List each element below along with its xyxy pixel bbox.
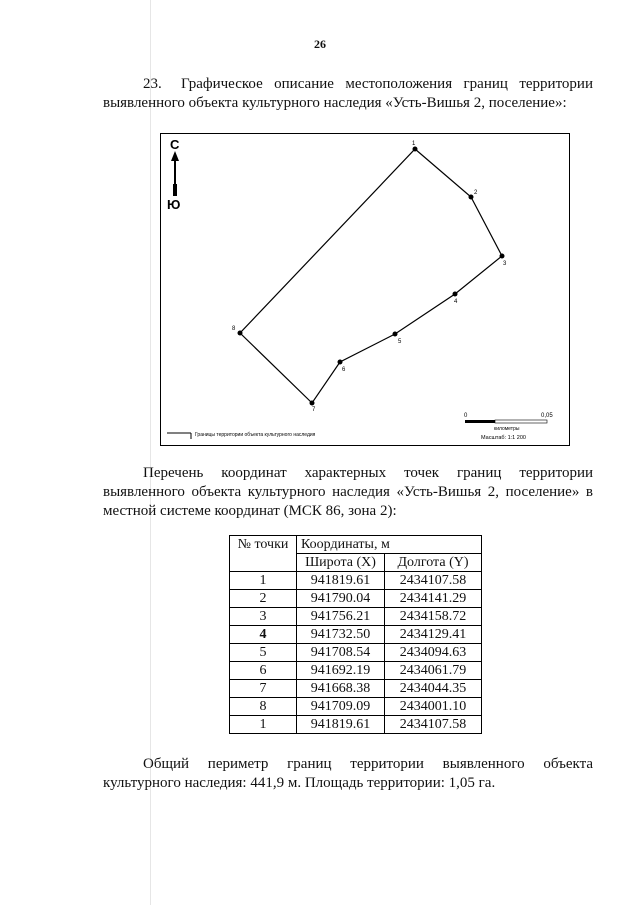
section-number: 23. xyxy=(143,76,162,92)
cell-point: 2 xyxy=(230,590,297,608)
boundary-point-1 xyxy=(413,147,418,152)
point-label-1: 1 xyxy=(412,141,416,147)
section-heading xyxy=(103,75,593,113)
section-heading-text: Графическое описание местоположения границ территории выявленного объекта культурного наследия «Усть-Вишья 2, поселение»: xyxy=(103,76,593,111)
table-row xyxy=(230,608,482,626)
page-number: 26 xyxy=(314,37,326,51)
cell-longitude: 2434001.10 xyxy=(385,698,482,716)
cell-latitude: 941708.54 xyxy=(297,644,385,662)
point-label-2: 2 xyxy=(474,190,478,196)
cell-latitude: 941709.09 xyxy=(297,698,385,716)
table-row xyxy=(230,572,482,590)
boundary-point-5 xyxy=(393,332,398,337)
point-label-7: 7 xyxy=(312,407,316,413)
cell-longitude: 2434129.41 xyxy=(385,626,482,644)
table-row xyxy=(230,662,482,680)
cell-longitude: 2434107.58 xyxy=(385,572,482,590)
cell-longitude: 2434094.63 xyxy=(385,644,482,662)
boundary-point-7 xyxy=(310,401,315,406)
header-coordinates: Координаты, м xyxy=(297,536,482,554)
boundary-point-3 xyxy=(500,254,505,259)
point-labels xyxy=(232,141,507,413)
coordinates-table xyxy=(229,535,482,734)
table-row xyxy=(230,644,482,662)
scale-bar xyxy=(464,413,553,441)
point-label-6: 6 xyxy=(342,367,346,373)
coordinates-intro: Перечень координат характерных точек границ территории выявленного объекта культурного наследия «Усть-Вишья 2, поселение» в местной системе координат (МСК 86, зона 2): xyxy=(103,465,593,519)
scale-zero: 0 xyxy=(464,413,468,419)
cell-latitude: 941668.38 xyxy=(297,680,385,698)
cell-point: 1 xyxy=(230,572,297,590)
cell-point: 1 xyxy=(230,716,297,734)
boundary-point-4 xyxy=(453,292,458,297)
cell-point: 4 xyxy=(230,626,297,644)
cell-longitude: 2434044.35 xyxy=(385,680,482,698)
cell-point: 5 xyxy=(230,644,297,662)
cell-latitude: 941732.50 xyxy=(297,626,385,644)
scale-unit: километры xyxy=(494,426,520,432)
header-longitude: Долгота (Y) xyxy=(385,554,482,572)
cell-latitude: 941692.19 xyxy=(297,662,385,680)
point-label-4: 4 xyxy=(454,299,458,305)
scale-ratio: Масштаб: 1:1 200 xyxy=(481,435,526,441)
cell-latitude: 941819.61 xyxy=(297,572,385,590)
header-latitude: Широта (X) xyxy=(297,554,385,572)
boundary-map-drawing xyxy=(161,134,569,445)
boundary-point-6 xyxy=(338,360,343,365)
cell-point: 6 xyxy=(230,662,297,680)
scale-end: 0,05 xyxy=(541,413,553,419)
perimeter-summary: Общий периметр границ территории выявленного объекта культурного наследия: 441,9 м. Площадь территории: 1,05 га. xyxy=(103,756,593,791)
table-row xyxy=(230,680,482,698)
cell-longitude: 2434158.72 xyxy=(385,608,482,626)
cell-longitude: 2434107.58 xyxy=(385,716,482,734)
cell-point: 8 xyxy=(230,698,297,716)
legend-text: Границы территории объекта культурного наследия xyxy=(195,432,316,438)
table-row xyxy=(230,716,482,734)
north-arrow-icon xyxy=(171,151,179,196)
boundary-map xyxy=(160,133,570,446)
table-row xyxy=(230,698,482,716)
point-label-8: 8 xyxy=(232,326,236,332)
cell-latitude: 941790.04 xyxy=(297,590,385,608)
table-header-row xyxy=(230,536,482,554)
boundary-point-2 xyxy=(469,195,474,200)
cell-longitude: 2434141.29 xyxy=(385,590,482,608)
cell-latitude: 941756.21 xyxy=(297,608,385,626)
cell-point: 7 xyxy=(230,680,297,698)
boundary-point-8 xyxy=(238,331,243,336)
south-label: Ю xyxy=(167,197,181,212)
header-point: № точки xyxy=(230,536,297,572)
boundary-polygon xyxy=(240,149,502,403)
table-row xyxy=(230,590,482,608)
map-legend xyxy=(167,432,316,439)
cell-latitude: 941819.61 xyxy=(297,716,385,734)
north-label: С xyxy=(170,137,180,152)
point-label-3: 3 xyxy=(503,261,507,267)
cell-longitude: 2434061.79 xyxy=(385,662,482,680)
table-row xyxy=(230,626,482,644)
point-label-5: 5 xyxy=(398,339,402,345)
boundary-points xyxy=(238,147,505,406)
cell-point: 3 xyxy=(230,608,297,626)
